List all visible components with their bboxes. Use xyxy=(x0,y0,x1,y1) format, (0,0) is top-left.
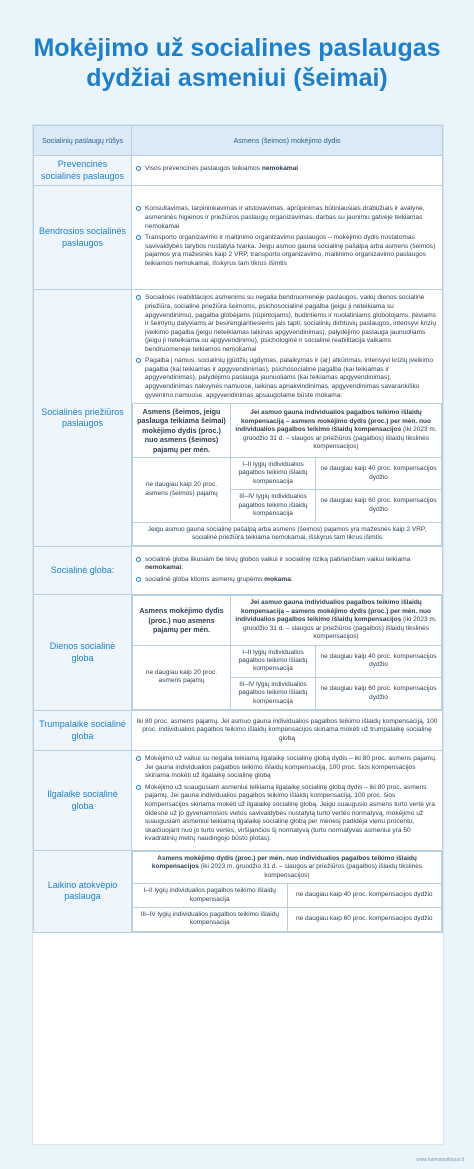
bullet-circle-icon xyxy=(136,756,141,761)
prieziuros-note: Jeigu asmuo gauna socialinę pašalpą arba asmens (šeimos) pajamos yra mažesnės kaip 2 VRP, socialinė priežiūra teikiama nemokamai, išskyrus tam tikrus išimtis xyxy=(133,522,442,546)
payment-table-card xyxy=(32,124,444,1145)
sub-header-left: Asmens (šeimos, jeigu paslauga teikiama šeimai) mokėjimo dydis (proc.) nuo asmens (šeimos) pajamų per mėn. xyxy=(133,404,231,458)
row-prevencines xyxy=(34,156,443,186)
bullet-item: Pagalba į namus, socialinių įgūdžių ugdymas, palaikymas ir (ar) atkūrimas, intensyvi krizių įveikimo pagalba (kai teikiamas ir apgyvendinimas), psichosocialinė pagalba (kai teikiamas ir apgyvendinimas), palydėjimo paslauga jaunuoliams (kai teikiamas apgyvendinimas), apgyvendinimas nakvynės namuose, laikinas apnakvindinimas, apgyvendinimas savarankiško gyvenimo namuose, apgyvendinimas apsaugotame būste mokama: xyxy=(136,357,438,400)
row-content xyxy=(132,156,443,186)
bullet-item: Visos prevencinės paslaugos teikiamos nemokamai xyxy=(136,165,438,174)
row-globa xyxy=(34,547,443,595)
level-1-2-value: ne daugiau kaip 40 proc. kompensacijos dydžio xyxy=(316,457,442,489)
row-content xyxy=(132,751,443,851)
level-3-4-label: III–IV lygių individualios pagalbos teikimo išlaidų kompensacija xyxy=(133,908,288,932)
sub-left-value: ne daugiau kaip 20 proc. asmens (šeimos) pajamų xyxy=(133,457,231,522)
level-1-2-label: I–II lygių individualios pagalbos teikimo išlaidų kompensacija xyxy=(231,645,316,677)
row-label: Prevencinės socialinės paslaugos xyxy=(34,156,132,186)
title-line-1: Mokėjimo už socialines paslaugas xyxy=(33,34,441,62)
bullet-item: Konsultavimas, tarpininkavimas ir atstovavimas, aprūpinimas būtiniausiais drabužiais ir avalyne, asmeninės higienos ir priežiūros paslaugų organizavimas, darbas su jaunimu gatvėje teikiamas nemokamai xyxy=(136,205,438,231)
prieziuros-subtable xyxy=(132,403,442,546)
bullet-item: socialinė globa likusiam be tėvų globos vaikui ir socialinę riziką patiriančiam vaikui teikiama nemokamai; xyxy=(136,556,438,573)
row-content xyxy=(132,595,443,711)
sub-left-value: ne daugiau kaip 20 proc. asmens pajamų xyxy=(133,645,231,710)
row-label: Socialinė globa: xyxy=(34,547,132,595)
row-laikino xyxy=(34,850,443,932)
bullet-circle-icon xyxy=(136,295,141,300)
bullet-circle-icon xyxy=(136,785,141,790)
page-title xyxy=(0,0,474,118)
header-payment-size: Asmens (šeimos) mokėjimo dydis xyxy=(132,126,443,156)
row-label: Bendrosios socialinės paslaugos xyxy=(34,186,132,290)
sub-header-right: Jei asmuo gauna individualios pagalbos teikimo išlaidų kompensaciją – asmens mokėjimo dydis (proc.) per mėn. nuo individualios pagalbos teikimo išlaidų kompensacijos (iki 2023 m. gruodžio 31 d. – slaugos ar priežiūros (pagalbos) išlaidų tikslinės kompensacijos) xyxy=(231,404,442,458)
level-3-4-value: ne daugiau kaip 60 proc. kompensacijos dydžio xyxy=(316,490,442,522)
level-3-4-value: ne daugiau kaip 60 proc. kompensacijos dydžio xyxy=(316,677,442,709)
row-bendrosios xyxy=(34,186,443,290)
table-header-row xyxy=(34,126,443,156)
row-content xyxy=(132,547,443,595)
dienos-subtable xyxy=(132,595,442,710)
row-ilgalaike xyxy=(34,751,443,851)
row-dienos xyxy=(34,595,443,711)
bullet-item: socialinė globa kitoms asmenų grupėms mokama: xyxy=(136,576,438,585)
bullet-item: Transporto organizavimo ir maitinimo organizavimo paslaugos – mokėjimo dydis nustatomas savivaldybės tarybos nustatyta tvarka. Jeigu asmuo gauna socialinę pašalpą arba asmens (šeimos) pajamos yra mažesnės kaip 2 VRP, transporto organizavimo, maitinimo organizavimo paslaugos teikiamos nemokamai, išskyrus tam tikrus išimtis xyxy=(136,234,438,268)
sub-header-left: Asmens mokėjimo dydis (proc.) nuo asmens pajamų per mėn. xyxy=(133,596,231,645)
row-content xyxy=(132,850,443,932)
bullet-circle-icon xyxy=(136,235,141,240)
footer-url: www.kaimanpiktaus.lt xyxy=(416,1156,464,1163)
bullet-item: Mokėjimo už suaugusiam asmeniui teikiamą ilgalaikę socialinę globą dydis – iki 80 proc. asmens pajamų. Jei gauna individualios pagalbos teikimo išlaidų kompensaciją, 100 proc. šios kompensacijos skiriama mokėti už ilgalaikę socialinę globą. Jeigu suaugusio asmens turto vertė yra didesnė už jo gyvenamosios vietos savivaldybės nustatytą turto vertės normatyvą, mokėjimo už suaugusiam asmeniui teikiamą ilgalaikę socialinę globą per mėnesį padidėja vienu procentu, skaičiuojant nuo jo turto vertės, viršijančios šį normatyvą (turto normatyvas asmeniui yra 50 kvadratinių metrų naudingojo būsto plotas). xyxy=(136,784,438,844)
level-3-4-label: III–IV lygių individualios pagalbos teikimo išlaidų kompensacija xyxy=(231,490,316,522)
level-1-2-label: I–II lygių individualios pagalbos teikimo išlaidų kompensacija xyxy=(231,457,316,489)
bullet-circle-icon xyxy=(136,358,141,363)
title-line-2: dydžiai asmeniui (šeimai) xyxy=(86,63,388,92)
row-label: Socialinės priežiūros paslaugos xyxy=(34,290,132,547)
payment-table xyxy=(33,125,443,933)
level-1-2-value: ne daugiau kaip 40 proc. kompensacijos dydžio xyxy=(316,645,442,677)
row-prieziuros xyxy=(34,290,443,547)
sub-header-right: Jei asmuo gauna individualios pagalbos teikimo išlaidų kompensaciją – asmens mokėjimo dydis (proc.) per mėn. nuo individualios pagalbos teikimo išlaidų kompensacijos (iki 2023 m. gruodžio 31 d. – slaugos ar priežiūros (pagalbos) išlaidų tikslinės kompensacijos) xyxy=(231,596,442,645)
bullet-item: Socialinės reabilitacijos asmenims su negalia bendruomenėje paslaugos, vaikų dienos socialinė priežiūra, socialinė priežiūra šeimoms, psichosocialinė pagalba (jeigu ji neteikiama su apgyvendinimu), pagalba globėjams (rūpintojams), budintiems ir nuolatiniams globotojams, įtėviams ir šeimynų dalyviams ar besirengiantiesiems jais tapti, socialinių dirbtuvių paslaugos, intensyvi krizių įveikimo pagalba (jeigu neteikiamas laikinas apgyvendinimas), palydėjimo paslauga jaunuoliams (jeigu ji neteikiama su apgyvendinimu), psichologinė ir socialinė reabilitacija vaikams bendruomenėje teikiamos nemokamai xyxy=(136,294,438,354)
row-content: Iki 80 proc. asmens pajamų. Jei asmuo gauna individualios pagalbos teikimo išlaidų kompensaciją, 100 proc. individualios pagalbos teikimo išlaidų kompensacijos skiriama mokėti už trumpalaikę socialinę globą xyxy=(132,711,443,751)
header-service-types: Socialinių paslaugų rūšys xyxy=(34,126,132,156)
bullet-circle-icon xyxy=(136,206,141,211)
laikino-subtable xyxy=(132,851,442,932)
row-content xyxy=(132,290,443,547)
row-label: Dienos socialinė globa xyxy=(34,595,132,711)
row-label: Laikino atokvėpio paslauga xyxy=(34,850,132,932)
level-3-4-label: III–IV lygių individualios pagalbos teikimo išlaidų kompensacija xyxy=(231,677,316,709)
row-label: Ilgalaikė socialinė globa xyxy=(34,751,132,851)
level-1-2-label: I–II lygių individualios pagalbos teikimo išlaidų kompensacija xyxy=(133,884,288,908)
level-1-2-value: ne daugiau kaip 40 proc. kompensacijos dydžio xyxy=(287,884,442,908)
row-content xyxy=(132,186,443,290)
bullet-circle-icon xyxy=(136,577,141,582)
bullet-circle-icon xyxy=(136,557,141,562)
bullet-circle-icon xyxy=(136,166,141,171)
sub-header: Asmens mokėjimo dydis (proc.) per mėn. nuo individualios pagalbos teikimo išlaidų kompensacijos (iki 2023 m. gruodžio 31 d. – slaugos ar priežiūros (pagalbos) išlaidų tikslinės kompensacijos) xyxy=(133,851,442,883)
row-label: Trumpalaikė socialinė globa xyxy=(34,711,132,751)
level-3-4-value: ne daugiau kaip 60 proc. kompensacijos dydžio xyxy=(287,908,442,932)
bullet-item: Mokėjimo už vaikui su negalia teikiamą ilgalaikę socialinę globą dydis – iki 80 proc. asmens pajamų. Jei gauna individualios pagalbos teikimo išlaidų kompensaciją, 100 proc. šios kompensacijos skiriama mokėti už ilgalaikę socialinę globą xyxy=(136,755,438,781)
row-trumpalaike xyxy=(34,711,443,751)
